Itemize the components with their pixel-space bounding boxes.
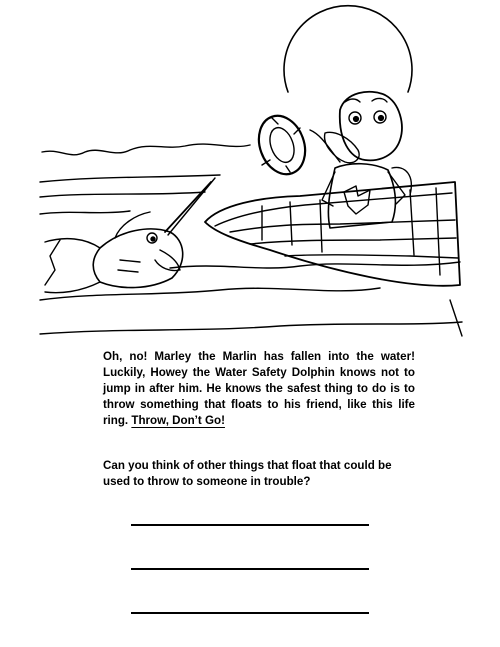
horizon-hills xyxy=(42,144,250,155)
water-wave xyxy=(40,288,380,300)
answer-line[interactable] xyxy=(131,568,369,570)
water-wave xyxy=(40,322,462,334)
safety-slogan: Throw, Don’t Go! xyxy=(131,414,225,427)
horizon-line xyxy=(40,175,220,182)
answer-line[interactable] xyxy=(131,524,369,526)
life-ring xyxy=(251,109,313,180)
question-prompt: Can you think of other things that float that could be used to throw to someone in trouble? xyxy=(103,459,392,488)
rowboat xyxy=(205,182,460,286)
story-paragraph xyxy=(103,349,415,429)
water-wave xyxy=(450,300,462,336)
story-text: Oh, no! Marley the Marlin has fallen into the water! Luckily, Howey the Water Safety Dolphin knows not to jump in after him. He knows the safest thing to do is to throw something that floats to his friend, like this life ring. xyxy=(103,350,415,427)
moon xyxy=(284,6,412,92)
horizon-ridge xyxy=(40,192,205,197)
dolphin-character xyxy=(251,92,411,228)
answer-line[interactable] xyxy=(131,612,369,614)
water-wave xyxy=(40,211,130,214)
